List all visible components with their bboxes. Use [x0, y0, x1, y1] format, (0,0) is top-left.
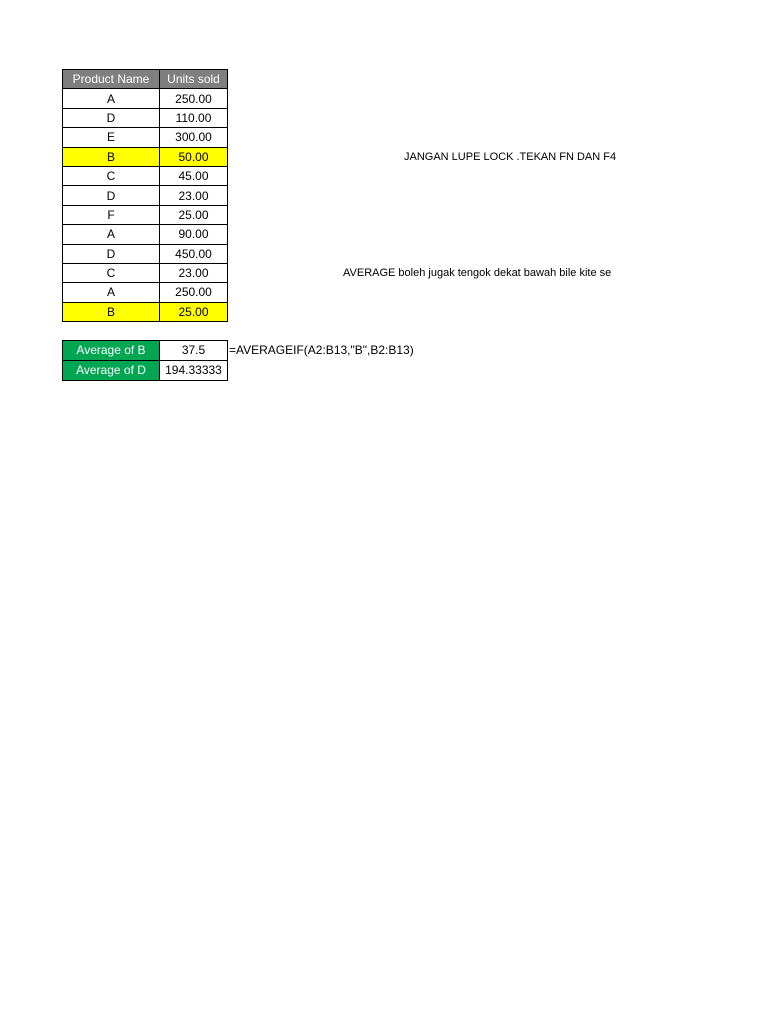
lock-note[interactable]: JANGAN LUPE LOCK .TEKAN FN DAN F4	[404, 151, 617, 163]
sales-table	[62, 69, 228, 322]
units-sold-cell[interactable]: 110.00	[160, 108, 228, 127]
average-note[interactable]: AVERAGE boleh jugak tengok dekat bawah bile kite se	[343, 267, 612, 279]
product-name-cell[interactable]: C	[63, 166, 160, 185]
table-row	[63, 108, 228, 127]
table-row	[63, 166, 228, 185]
table-row	[63, 128, 228, 147]
product-name-cell[interactable]: A	[63, 225, 160, 244]
table-row	[63, 205, 228, 224]
table-row	[63, 186, 228, 205]
units-sold-cell[interactable]: 450.00	[160, 244, 228, 263]
product-name-cell[interactable]: B	[63, 147, 160, 166]
header-product-name[interactable]: Product Name	[63, 70, 160, 89]
units-sold-cell[interactable]: 23.00	[160, 186, 228, 205]
header-units-sold[interactable]: Units sold	[160, 70, 228, 89]
units-sold-cell[interactable]: 250.00	[160, 89, 228, 108]
product-name-cell[interactable]: A	[63, 283, 160, 302]
product-name-cell[interactable]: D	[63, 244, 160, 263]
units-sold-cell[interactable]: 23.00	[160, 263, 228, 282]
product-name-cell[interactable]: D	[63, 108, 160, 127]
units-sold-cell[interactable]: 250.00	[160, 283, 228, 302]
units-sold-cell[interactable]: 25.00	[160, 302, 228, 321]
table-row	[63, 302, 228, 321]
product-name-cell[interactable]: D	[63, 186, 160, 205]
table-row	[63, 89, 228, 108]
product-name-cell[interactable]: E	[63, 128, 160, 147]
table-row	[63, 225, 228, 244]
table-row	[63, 283, 228, 302]
product-name-cell[interactable]: C	[63, 263, 160, 282]
units-sold-cell[interactable]: 25.00	[160, 205, 228, 224]
units-sold-cell[interactable]: 50.00	[160, 147, 228, 166]
units-sold-cell[interactable]: 45.00	[160, 166, 228, 185]
product-name-cell[interactable]: A	[63, 89, 160, 108]
units-sold-cell[interactable]: 300.00	[160, 128, 228, 147]
units-sold-cell[interactable]: 90.00	[160, 225, 228, 244]
table-row	[63, 147, 228, 166]
header-row	[63, 70, 228, 89]
formula-text[interactable]: =AVERAGEIF(A2:B13,"B",B2:B13)	[229, 343, 414, 357]
average-b-label[interactable]: Average of B	[63, 341, 160, 361]
product-name-cell[interactable]: F	[63, 205, 160, 224]
product-name-cell[interactable]: B	[63, 302, 160, 321]
summary-table	[62, 340, 228, 381]
table-row	[63, 263, 228, 282]
average-d-label[interactable]: Average of D	[63, 361, 160, 381]
summary-row-b	[63, 341, 228, 361]
average-b-value[interactable]: 37.5	[160, 341, 228, 361]
table-body	[63, 89, 228, 322]
average-d-value[interactable]: 194.33333	[160, 361, 228, 381]
summary-row-d	[63, 361, 228, 381]
table-row	[63, 244, 228, 263]
